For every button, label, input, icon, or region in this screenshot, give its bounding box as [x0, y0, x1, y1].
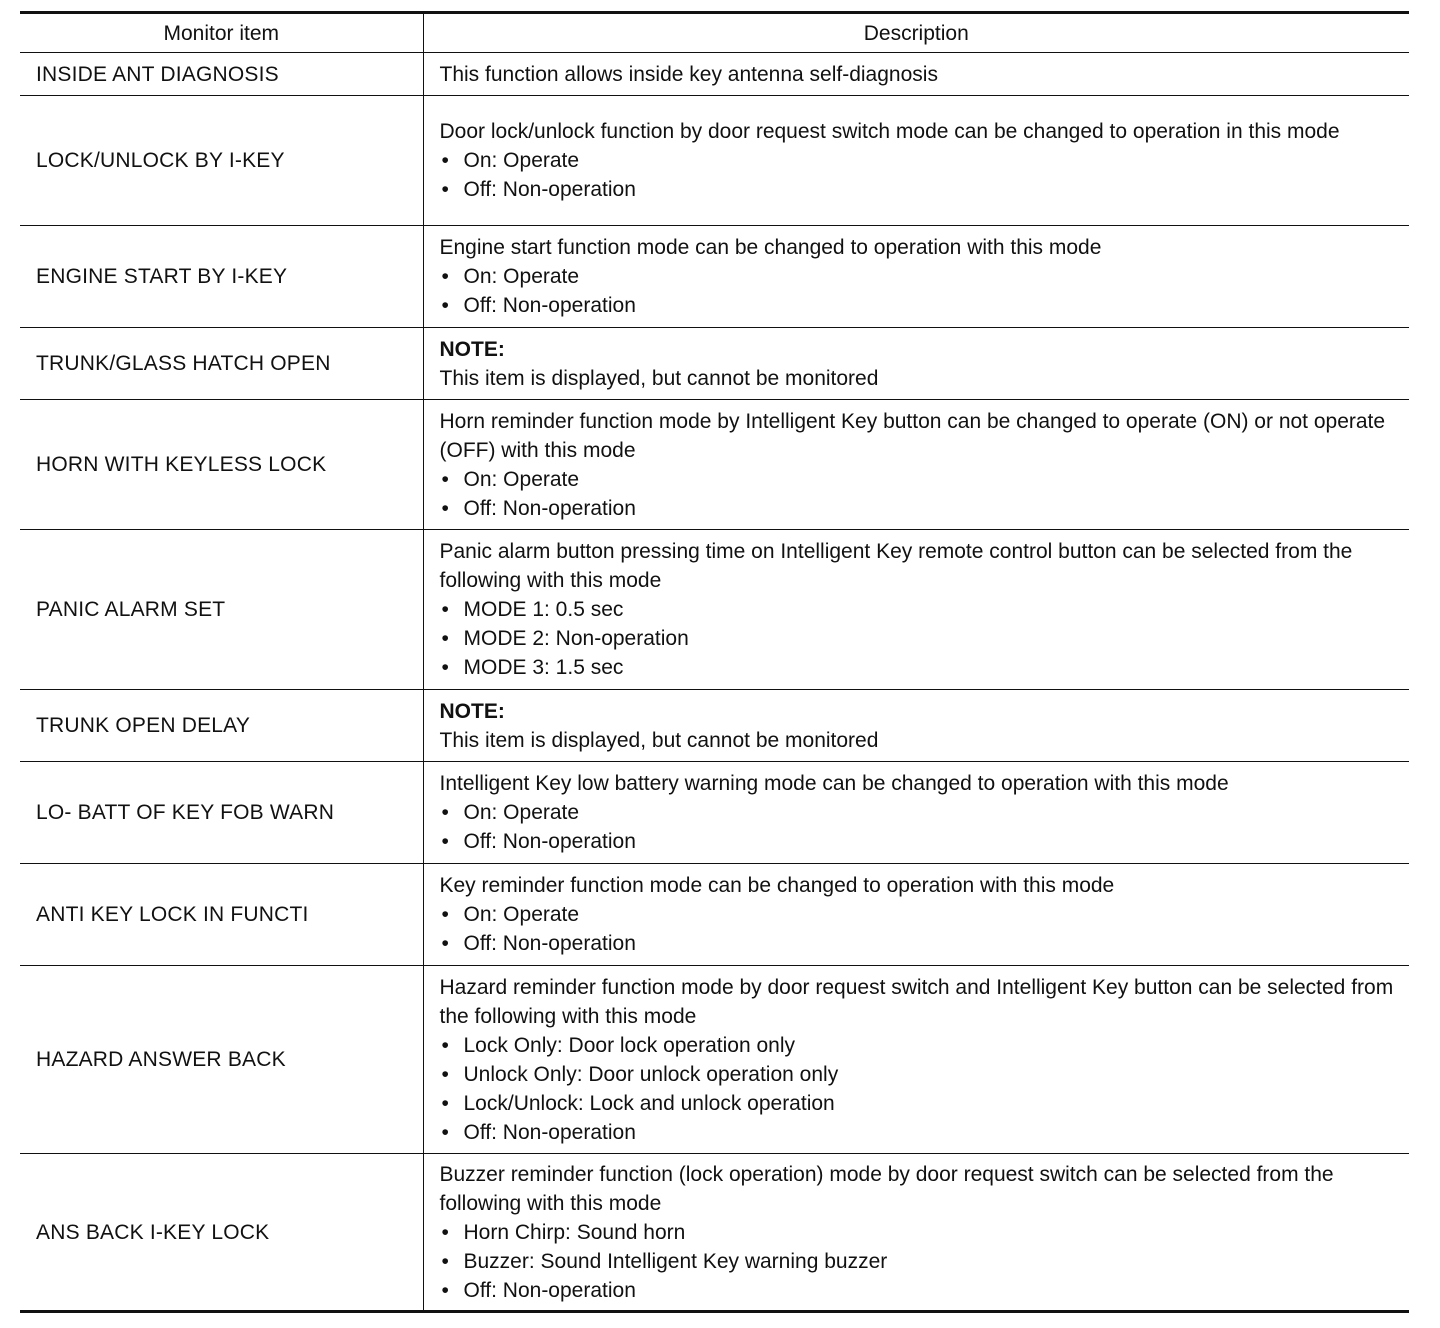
option-list-item: • Lock/Unlock: Lock and unlock operation	[440, 1089, 1400, 1118]
option-list	[440, 146, 1400, 204]
option-list	[440, 798, 1400, 856]
monitor-item-description	[423, 96, 1409, 226]
table-row	[20, 400, 1409, 530]
option-list-item: • On: Operate	[440, 146, 1400, 175]
option-list-item: • Lock Only: Door lock operation only	[440, 1031, 1400, 1060]
option-list-item: • MODE 3: 1.5 sec	[440, 653, 1400, 682]
table-row	[20, 226, 1409, 328]
description-text: Key reminder function mode can be changed to operation with this mode	[439, 874, 1115, 897]
option-list	[440, 900, 1400, 958]
monitor-item-name: HORN WITH KEYLESS LOCK	[20, 400, 423, 530]
option-list-item: • Off: Non-operation	[440, 827, 1400, 856]
monitor-item-name: LOCK/UNLOCK BY I-KEY	[20, 96, 423, 226]
monitor-item-name: ENGINE START BY I-KEY	[20, 226, 423, 328]
description-text: Door lock/unlock function by door request switch mode can be changed to operation in this mode	[439, 120, 1340, 143]
description-text: This item is displayed, but cannot be monitored	[439, 728, 879, 752]
table-header-row	[20, 13, 1409, 53]
description-text: Horn reminder function mode by Intelligent Key button can be changed to operate (ON) or not operate (OFF) with this mode	[439, 409, 1386, 462]
monitor-item-name: INSIDE ANT DIAGNOSIS	[20, 53, 423, 96]
description-text: Hazard reminder function mode by door request switch and Intelligent Key button can be selected from the following with this mode	[439, 975, 1394, 1028]
header-monitor-item: Monitor item	[20, 13, 423, 53]
monitor-item-table	[20, 11, 1409, 1313]
monitor-item-description	[423, 400, 1409, 530]
table-row	[20, 96, 1409, 226]
option-list	[440, 1031, 1400, 1147]
option-list-item: • Off: Non-operation	[440, 291, 1400, 320]
option-list-item: • MODE 1: 0.5 sec	[440, 595, 1400, 624]
monitor-item-description	[423, 762, 1409, 864]
option-list-item: • MODE 2: Non-operation	[440, 624, 1400, 653]
monitor-item-description	[423, 690, 1409, 762]
option-list-item: • Off: Non-operation	[440, 494, 1400, 523]
description-text: Buzzer reminder function (lock operation) mode by door request switch can be selected from the following with this mode	[439, 1162, 1334, 1215]
monitor-item-description	[423, 328, 1409, 400]
table-body	[20, 53, 1409, 1312]
monitor-item-description	[423, 966, 1409, 1154]
option-list-item: • On: Operate	[440, 798, 1400, 827]
option-list-item: • On: Operate	[440, 262, 1400, 291]
option-list	[440, 262, 1400, 320]
monitor-item-description	[423, 1154, 1409, 1312]
monitor-item-name: HAZARD ANSWER BACK	[20, 966, 423, 1154]
note-label: NOTE:	[439, 337, 505, 361]
table-row	[20, 328, 1409, 400]
monitor-item-name: LO- BATT OF KEY FOB WARN	[20, 762, 423, 864]
monitor-item-description	[423, 53, 1409, 96]
header-description: Description	[423, 13, 1409, 53]
option-list-item: • On: Operate	[440, 465, 1400, 494]
option-list-item: • Off: Non-operation	[440, 929, 1400, 958]
table-row	[20, 966, 1409, 1154]
option-list-item: • Off: Non-operation	[440, 1276, 1400, 1305]
table-row	[20, 762, 1409, 864]
option-list-item: • Horn Chirp: Sound horn	[440, 1218, 1400, 1247]
monitor-item-name: ANS BACK I-KEY LOCK	[20, 1154, 423, 1312]
option-list	[440, 595, 1400, 682]
option-list-item: • Buzzer: Sound Intelligent Key warning buzzer	[440, 1247, 1400, 1276]
monitor-item-description	[423, 226, 1409, 328]
description-text: This function allows inside key antenna self-diagnosis	[439, 62, 938, 86]
table-row	[20, 1154, 1409, 1312]
option-list	[440, 465, 1400, 523]
table-row	[20, 53, 1409, 96]
monitor-item-name: TRUNK OPEN DELAY	[20, 690, 423, 762]
table-row	[20, 864, 1409, 966]
option-list-item: • On: Operate	[440, 900, 1400, 929]
description-text: Intelligent Key low battery warning mode can be changed to operation with this mode	[439, 772, 1229, 795]
option-list-item: • Off: Non-operation	[440, 1118, 1400, 1147]
monitor-item-description	[423, 530, 1409, 690]
description-text: This item is displayed, but cannot be monitored	[439, 366, 879, 390]
option-list	[440, 1218, 1400, 1305]
monitor-item-name: PANIC ALARM SET	[20, 530, 423, 690]
option-list-item: • Unlock Only: Door unlock operation only	[440, 1060, 1400, 1089]
monitor-item-name: TRUNK/GLASS HATCH OPEN	[20, 328, 423, 400]
table-row	[20, 690, 1409, 762]
note-label: NOTE:	[439, 699, 505, 723]
description-text: Panic alarm button pressing time on Intelligent Key remote control button can be selected from the following with this mode	[439, 540, 1353, 592]
description-text: Engine start function mode can be changed to operation with this mode	[439, 236, 1102, 259]
table-row	[20, 530, 1409, 690]
option-list-item: • Off: Non-operation	[440, 175, 1400, 204]
monitor-item-description	[423, 864, 1409, 966]
monitor-item-name: ANTI KEY LOCK IN FUNCTI	[20, 864, 423, 966]
